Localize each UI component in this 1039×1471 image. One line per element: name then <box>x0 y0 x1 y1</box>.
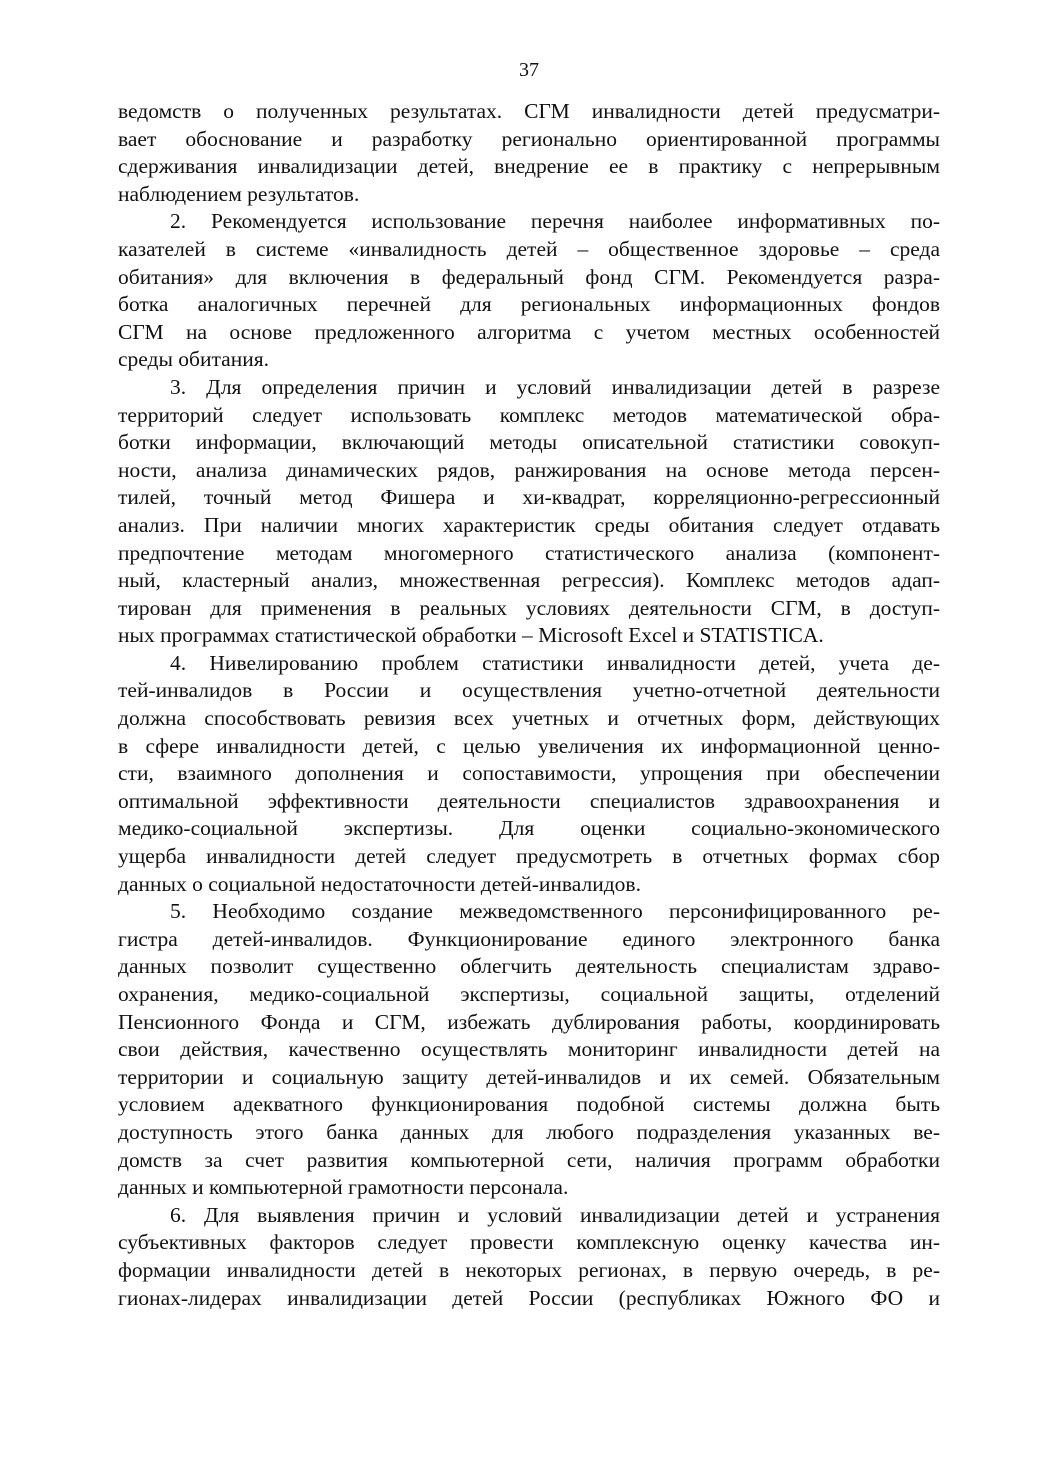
text-line: ведомств о полученных результатах. СГМ инвалидности детей предусматри- <box>118 99 940 123</box>
text-line: 6. Для выявления причин и условий инвалидизации детей и устранения <box>170 1202 940 1227</box>
text-line: ущерба инвалидности детей следует предусмотреть в отчетных формах сбор <box>118 844 940 869</box>
text-line: наблюдением результатов. <box>118 181 360 206</box>
paragraph <box>118 208 940 374</box>
text-line: Пенсионного Фонда и СГМ, избежать дублирования работы, координировать <box>118 1009 940 1034</box>
text-line: 2. Рекомендуется использование перечня наиболее информативных по- <box>170 209 940 234</box>
text-line: предпочтение методам многомерного статистического анализа (компонент- <box>118 540 940 565</box>
text-line: казателей в системе «инвалидность детей – общественное здоровье – среда <box>118 236 940 261</box>
text-line: доступность этого банка данных для любого подразделения указанных ве- <box>118 1119 940 1144</box>
document-page <box>118 58 940 1312</box>
paragraph <box>118 898 940 1202</box>
text-line: обитания» для включения в федеральный фонд СГМ. Рекомендуется разра- <box>118 264 940 289</box>
text-line: 5. Необходимо создание межведомственного персонифицированного ре- <box>170 899 940 924</box>
text-line: субъективных факторов следует провести комплексную оценку качества ин- <box>118 1230 940 1255</box>
text-line: среды обитания. <box>118 347 269 372</box>
text-line: тей-инвалидов в России и осуществления учетно-отчетной деятельности <box>118 678 940 703</box>
text-line: 3. Для определения причин и условий инвалидизации детей в разрезе <box>170 374 940 399</box>
text-line: территорий следует использовать комплекс методов математической обра- <box>118 402 940 427</box>
text-line: тирован для применения в реальных условиях деятельности СГМ, в доступ- <box>118 595 940 620</box>
paragraph <box>118 650 940 898</box>
page-number: 37 <box>519 59 539 81</box>
text-line: данных позволит существенно облегчить деятельность специалистам здраво- <box>118 954 940 979</box>
text-line: сти, взаимного дополнения и сопоставимости, упрощения при обеспечении <box>118 761 940 786</box>
text-line: анализ. При наличии многих характеристик среды обитания следует отдавать <box>118 512 940 537</box>
text-line: домств за счет развития компьютерной сети, наличия программ обработки <box>118 1147 940 1172</box>
text-line: ботка аналогичных перечней для региональных информационных фондов <box>118 292 940 317</box>
paragraph <box>118 374 940 650</box>
text-line: ботки информации, включающий методы описательной статистики совокуп- <box>118 430 940 455</box>
text-line: медико-социальной экспертизы. Для оценки социально-экономического <box>118 816 940 841</box>
text-line: условием адекватного функционирования подобной системы должна быть <box>118 1092 940 1117</box>
text-line: СГМ на основе предложенного алгоритма с учетом местных особенностей <box>118 319 940 344</box>
text-line: 4. Нивелированию проблем статистики инвалидности детей, учета де- <box>170 650 940 675</box>
text-line: в сфере инвалидности детей, с целью увеличения их информационной ценно- <box>118 733 940 758</box>
text-line: гистра детей-инвалидов. Функционирование единого электронного банка <box>118 926 940 951</box>
text-line: свои действия, качественно осуществлять мониторинг инвалидности детей на <box>118 1037 940 1062</box>
text-line: территории и социальную защиту детей-инвалидов и их семей. Обязательным <box>118 1064 940 1089</box>
body-text <box>118 98 940 1312</box>
text-line: вает обоснование и разработку регионально ориентированной программы <box>118 126 940 151</box>
text-line: данных о социальной недостаточности детей-инвалидов. <box>118 871 641 896</box>
text-line: оптимальной эффективности деятельности специалистов здравоохранения и <box>118 788 940 813</box>
text-line: ности, анализа динамических рядов, ранжирования на основе метода персен- <box>118 457 940 482</box>
text-line: должна способствовать ревизия всех учетных и отчетных форм, действующих <box>118 706 940 731</box>
paragraph <box>118 1202 940 1312</box>
text-line: формации инвалидности детей в некоторых регионах, в первую очередь, в ре- <box>118 1257 940 1282</box>
text-line: данных и компьютерной грамотности персонала. <box>118 1175 569 1200</box>
text-line: гионах-лидерах инвалидизации детей России (республиках Южного ФО и <box>118 1285 940 1310</box>
paragraph <box>118 98 940 208</box>
text-line: ных программах статистической обработки – Microsoft Excel и STATISTICA. <box>118 623 824 648</box>
text-line: сдерживания инвалидизации детей, внедрение ее в практику с непрерывным <box>118 154 940 179</box>
text-line: тилей, точный метод Фишера и хи-квадрат, корреляционно-регрессионный <box>118 485 940 510</box>
text-line: ный, кластерный анализ, множественная регрессия). Комплекс методов адап- <box>118 568 940 593</box>
text-line: охранения, медико-социальной экспертизы, социальной защиты, отделений <box>118 982 940 1006</box>
